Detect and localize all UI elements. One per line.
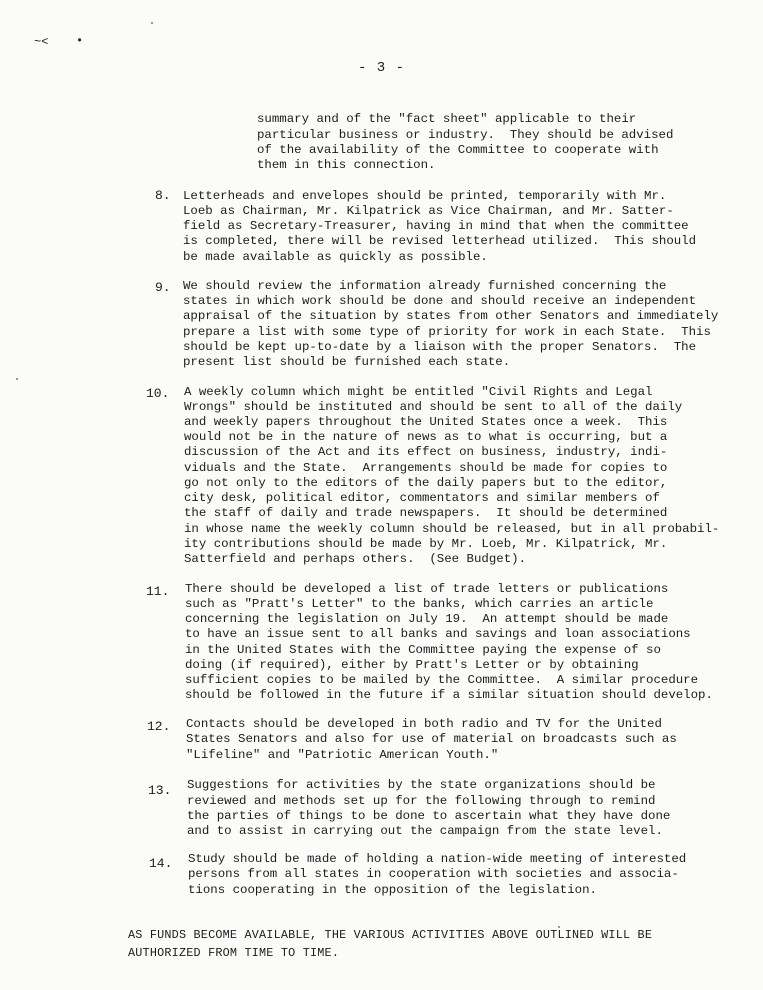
continuation-line: particular business or industry. They should be advised xyxy=(257,128,674,142)
item-line: in the United States with the Committee paying the expense of so xyxy=(185,643,661,657)
item-line: Wrongs" should be instituted and should be sent to all of the daily xyxy=(184,400,683,414)
item-line: present list should be furnished each state. xyxy=(183,355,511,369)
item-line: viduals and the State. Arrangements should be made for copies to xyxy=(184,461,668,475)
item-line: should be followed in the future if a similar situation should develop. xyxy=(185,688,713,702)
item-line: doing (if required), either by Pratt's Letter or by obtaining xyxy=(185,658,639,672)
item-line: Satterfield and perhaps others. (See Budget). xyxy=(184,552,527,566)
item-line: sufficient copies to be mailed by the Committee. A similar procedure xyxy=(185,673,699,687)
item-line: Loeb as Chairman, Mr. Kilpatrick as Vice Chairman, and Mr. Satter- xyxy=(183,204,674,218)
item-line: states in which work should be done and should receive an independent xyxy=(183,294,697,308)
item-number: 8. xyxy=(155,188,171,203)
item-line: in whose name the weekly column should be released, but in all probabil- xyxy=(184,522,720,536)
item-line: discussion of the Act and its effect on business, industry, indi- xyxy=(184,445,668,459)
continuation-line: summary and of the "fact sheet" applicable to their xyxy=(257,112,637,126)
item-line: Study should be made of holding a nation-wide meeting of interested xyxy=(188,852,687,866)
item-number: 11. xyxy=(146,584,170,599)
item-line: and weekly papers throughout the United States once a week. This xyxy=(184,415,668,429)
item-line: prepare a list with some type of priority for work in each State. This xyxy=(183,325,711,339)
item-line: Contacts should be developed in both radio and TV for the United xyxy=(186,717,662,731)
item-number: 14. xyxy=(149,856,173,871)
item-number: 12. xyxy=(147,719,171,734)
item-line: There should be developed a list of trade letters or publications xyxy=(185,582,669,596)
item-line: "Lifeline" and "Patriotic American Youth." xyxy=(186,748,499,762)
item-line: tions cooperating in the opposition of the legislation. xyxy=(188,883,597,897)
item-line: We should review the information already furnished concerning the xyxy=(183,279,667,293)
item-line: should be kept up-to-date by a liaison with the proper Senators. The xyxy=(183,340,697,354)
item-line: go not only to the editors of the daily papers but to the editor, xyxy=(184,476,668,490)
footer-line: AUTHORIZED FROM TIME TO TIME. xyxy=(128,946,340,960)
item-line: Letterheads and envelopes should be printed, temporarily with Mr. xyxy=(183,189,667,203)
item-line: and to assist in carrying out the campaign from the state level. xyxy=(187,824,663,838)
item-line: city desk, political editor, commentators and similar members of xyxy=(184,491,660,505)
item-line: such as "Pratt's Letter" to the banks, which carries an article xyxy=(185,597,654,611)
item-line: appraisal of the situation by states from other Senators and immediately xyxy=(183,309,719,323)
continuation-line: of the availability of the Committee to cooperate with xyxy=(257,143,659,157)
scan-speck xyxy=(16,378,18,380)
item-line: concerning the legislation on July 19. An attempt should be made xyxy=(185,612,669,626)
margin-dot: • xyxy=(76,34,84,48)
item-number: 10. xyxy=(146,386,170,401)
item-line: A weekly column which might be entitled "Civil Rights and Legal xyxy=(184,385,653,399)
item-line: States Senators and also for use of material on broadcasts such as xyxy=(186,732,677,746)
item-line: be made available as quickly as possible. xyxy=(183,250,488,264)
item-line: the parties of things to be done to ascertain what they have done xyxy=(187,809,671,823)
item-number: 9. xyxy=(155,280,171,295)
page-number: - 3 - xyxy=(357,60,405,76)
item-line: reviewed and methods set up for the following through to remind xyxy=(187,794,656,808)
continuation-line: them in this connection. xyxy=(257,158,436,172)
item-line: ity contributions should be made by Mr. Loeb, Mr. Kilpatrick, Mr. xyxy=(184,537,668,551)
item-number: 13. xyxy=(148,783,172,798)
item-line: persons from all states in cooperation with societies and associa- xyxy=(188,867,679,881)
item-line: Suggestions for activities by the state organizations should be xyxy=(187,778,656,792)
scan-speck xyxy=(151,22,153,24)
margin-mark: ~< xyxy=(34,35,49,49)
item-line: would not be in the nature of news as to what is occurring, but a xyxy=(184,430,668,444)
item-line: to have an issue sent to all banks and savings and loan associations xyxy=(185,627,691,641)
item-line: is completed, there will be revised letterhead utilized. This should xyxy=(183,234,697,248)
item-line: the staff of daily and trade newspapers. It should be determined xyxy=(184,506,668,520)
item-line: field as Secretary-Treasurer, having in mind that when the committee xyxy=(183,219,689,233)
footer-line: AS FUNDS BECOME AVAILABLE, THE VARIOUS ACTIVITIES ABOVE OUTLINED WILL BE xyxy=(128,928,653,942)
